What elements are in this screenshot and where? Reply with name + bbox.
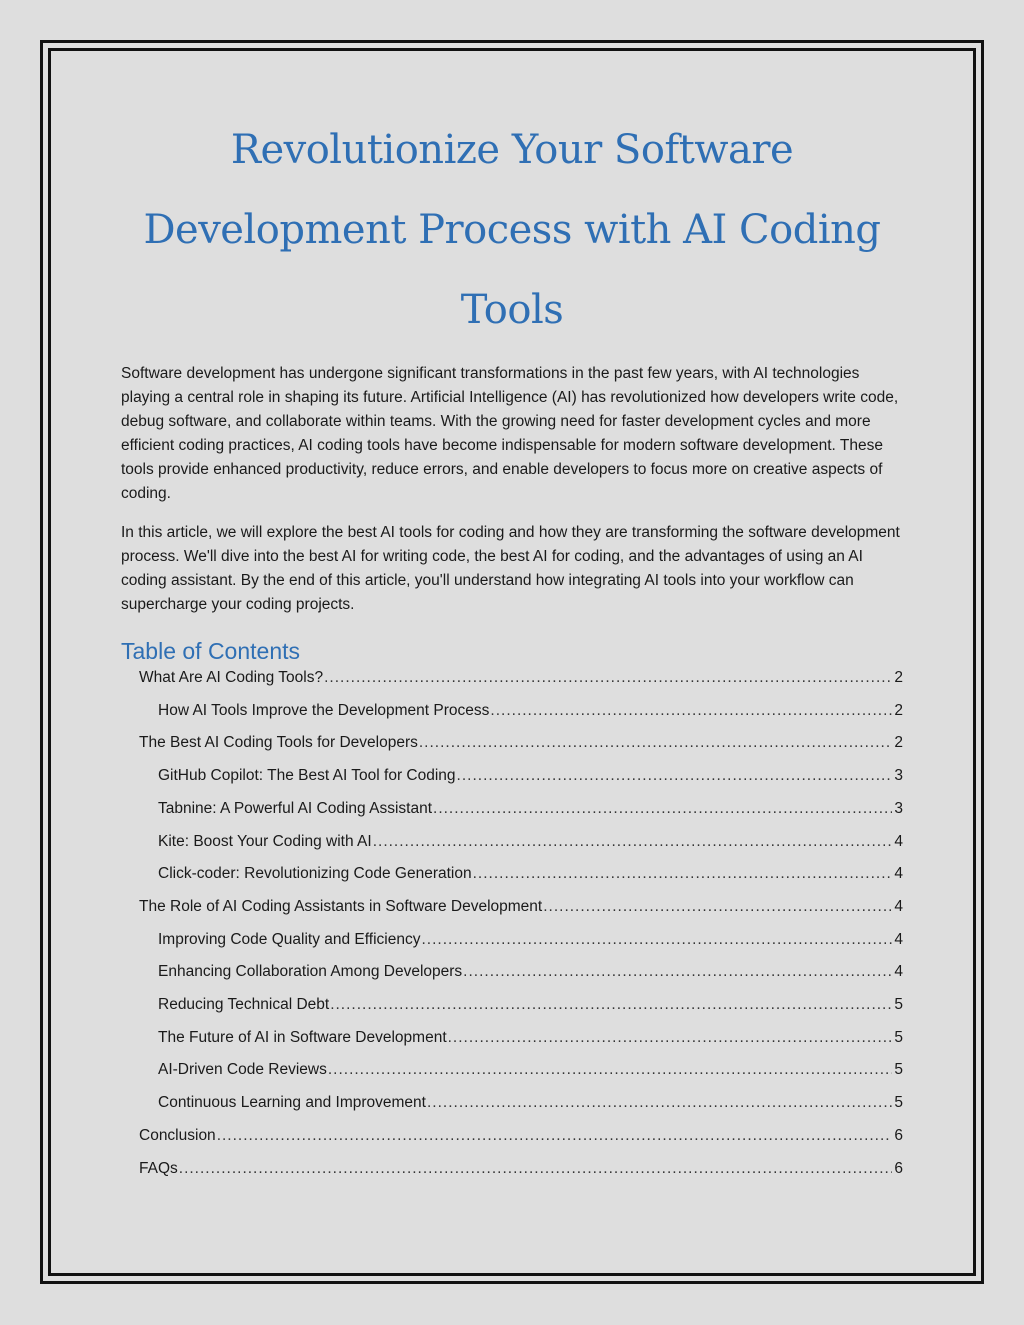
toc-leader-dots	[433, 800, 892, 818]
toc-entry-label[interactable]: Continuous Learning and Improvement	[158, 1094, 426, 1112]
toc-leader-dots	[422, 931, 893, 949]
toc-entry-page[interactable]: 2	[894, 669, 903, 686]
toc-leader-dots	[419, 734, 893, 752]
toc-entry-label[interactable]: The Future of AI in Software Development	[158, 1028, 447, 1046]
toc-leader-dots	[543, 898, 892, 916]
toc-entry-page[interactable]: 6	[894, 1126, 903, 1144]
toc-entry-page[interactable]: 4	[894, 865, 903, 883]
toc-entry-label[interactable]: GitHub Copilot: The Best AI Tool for Coding	[158, 767, 456, 785]
title-line-1: Revolutionize Your Software	[230, 127, 794, 173]
toc-entry-label[interactable]: What Are AI Coding Tools?	[139, 669, 324, 686]
toc-entry-page[interactable]: 4	[894, 930, 903, 948]
toc-entry-page[interactable]: 2	[894, 734, 903, 752]
title-line-3: Tools	[460, 287, 564, 333]
toc-entry-label[interactable]: The Role of AI Coding Assistants in Software Development	[139, 897, 543, 915]
toc-entry[interactable]	[139, 1127, 903, 1159]
toc-entry-label[interactable]: The Best AI Coding Tools for Developers	[139, 734, 418, 752]
toc-entry[interactable]	[158, 1094, 903, 1126]
toc-leader-dots	[328, 1061, 893, 1079]
toc-entry-label[interactable]: How AI Tools Improve the Development Process	[158, 701, 490, 719]
toc-entry[interactable]	[158, 1061, 903, 1093]
toc-heading: Table of Contents	[121, 638, 301, 664]
toc-entry-page[interactable]: 4	[894, 897, 903, 915]
toc-entry[interactable]	[139, 898, 903, 930]
toc-entry-label[interactable]: Kite: Boost Your Coding with AI	[158, 832, 372, 850]
toc-leader-dots	[373, 833, 893, 851]
toc-leader-dots	[330, 996, 892, 1014]
toc-leader-dots	[448, 1029, 893, 1047]
toc-leader-dots	[179, 1160, 893, 1178]
overview-paragraph: In this article, we will explore the best AI tools for coding and how they are transforming the software development process. We'll dive into the best AI for writing code, the best AI for coding, and the advantages of using an AI coding assistant. By the end of this article, you'll understand how integrating AI tools into your workflow can supercharge your coding projects.	[121, 524, 900, 613]
toc-entry-label[interactable]: Reducing Technical Debt	[158, 996, 330, 1013]
toc-entry-label[interactable]: FAQs	[139, 1159, 178, 1177]
toc-leader-dots	[324, 669, 892, 687]
toc-leader-dots	[217, 1127, 893, 1145]
toc-leader-dots	[427, 1094, 892, 1112]
toc-entry-page[interactable]: 3	[894, 799, 903, 817]
toc-entry[interactable]	[158, 963, 903, 995]
toc-entry-page[interactable]: 4	[894, 832, 903, 850]
toc-entry-label[interactable]: Conclusion	[139, 1126, 216, 1144]
intro-paragraph: Software development has undergone significant transformations in the past few years, with AI technologies playing a central role in shaping its future. Artificial Intelligence (AI) has revolutionized how developers write code, debug software, and collaborate within teams. With the growing need for faster development cycles and more efficient coding practices, AI coding tools have become indispensable for modern software development. These tools provide enhanced productivity, reduce errors, and enable developers to focus more on creative aspects of coding.	[121, 365, 899, 502]
toc-entry[interactable]	[158, 800, 903, 832]
toc-entry[interactable]	[158, 865, 903, 897]
toc-entry-label[interactable]: Tabnine: A Powerful AI Coding Assistant	[158, 799, 433, 817]
toc-entry-label[interactable]: Click-coder: Revolutionizing Code Generation	[158, 865, 472, 883]
toc-entry-label[interactable]: AI-Driven Code Reviews	[158, 1061, 327, 1079]
title-line-2: Development Process with AI Coding	[143, 207, 881, 253]
toc-entry-label[interactable]: Enhancing Collaboration Among Developers	[158, 963, 463, 981]
toc-entry[interactable]	[158, 702, 903, 734]
toc-entry[interactable]	[139, 1160, 903, 1192]
toc-entry-page[interactable]: 5	[894, 1028, 903, 1046]
toc-entry-page[interactable]: 3	[894, 767, 903, 785]
toc-entry[interactable]	[158, 833, 903, 865]
toc-entry-page[interactable]: 5	[894, 1061, 903, 1079]
toc-leader-dots	[457, 767, 893, 785]
toc-entry[interactable]	[158, 996, 903, 1028]
toc-entry[interactable]	[158, 931, 903, 963]
toc-entry-page[interactable]: 2	[894, 701, 903, 719]
toc-entry[interactable]	[158, 767, 903, 799]
toc-entry[interactable]	[139, 734, 903, 766]
toc-entry[interactable]	[158, 1029, 903, 1061]
document-title	[100, 110, 924, 350]
toc-leader-dots	[473, 865, 893, 883]
toc-leader-dots	[490, 702, 892, 720]
toc-entry-page[interactable]: 4	[894, 963, 903, 981]
toc-entry-label[interactable]: Improving Code Quality and Efficiency	[158, 930, 421, 948]
toc-entry[interactable]	[139, 669, 903, 701]
toc-entry-page[interactable]: 6	[894, 1159, 903, 1177]
toc-leader-dots	[463, 963, 892, 981]
toc-entry-page[interactable]: 5	[894, 1094, 903, 1112]
toc-entry-page[interactable]: 5	[894, 996, 903, 1013]
